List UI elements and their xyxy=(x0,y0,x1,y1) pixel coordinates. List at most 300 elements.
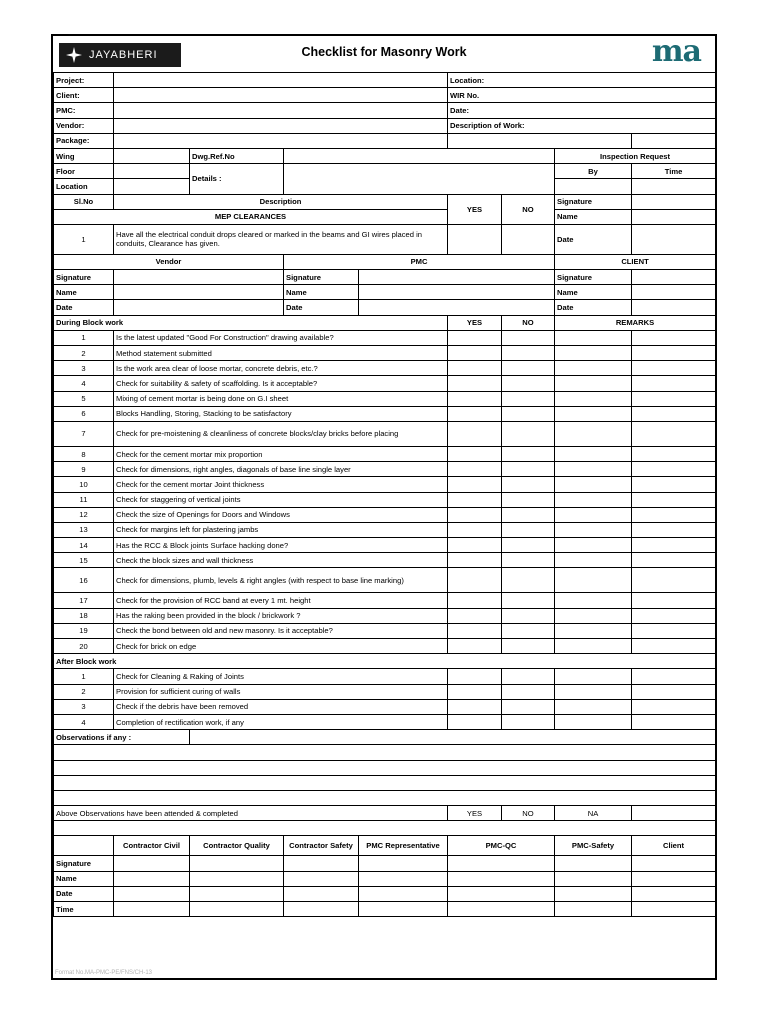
remarks-cell[interactable] xyxy=(632,477,716,492)
mep-item-text: Have all the electrical conduit drops cleared or marked in the beams and GI wires placed in conduits, Clearance has given. xyxy=(114,224,448,254)
yes-cell[interactable] xyxy=(448,522,502,537)
approval-cell[interactable] xyxy=(359,871,448,886)
remarks-cell[interactable] xyxy=(632,568,716,593)
floor-row xyxy=(54,164,716,179)
no-cell[interactable] xyxy=(502,361,555,376)
format-number: Format No.MA-PMC-PE/FNS/CH-13 xyxy=(55,970,153,976)
na-cell[interactable] xyxy=(555,462,632,477)
vendor-name-label: Name xyxy=(54,285,114,300)
approval-cell[interactable] xyxy=(359,886,448,901)
details-label: Details : xyxy=(190,164,284,194)
remarks-cell[interactable] xyxy=(632,492,716,507)
na-cell[interactable] xyxy=(555,361,632,376)
checklist-row xyxy=(54,477,716,492)
approval-col: PMC-Safety xyxy=(555,836,632,856)
remarks-cell[interactable] xyxy=(632,639,716,654)
no-cell[interactable] xyxy=(502,553,555,568)
item-description: Check for the cement mortar mix proportion xyxy=(114,446,448,461)
signoff-header-row xyxy=(54,254,716,269)
item-number: 15 xyxy=(54,553,114,568)
item-number: 2 xyxy=(54,684,114,699)
observation-line-cell[interactable] xyxy=(54,775,716,790)
no-cell[interactable] xyxy=(502,593,555,608)
no-cell[interactable] xyxy=(502,699,555,714)
approval-cell[interactable] xyxy=(448,902,555,917)
dwg-ref-value[interactable] xyxy=(284,148,555,163)
approvals-rows xyxy=(54,856,716,917)
remarks-cell[interactable] xyxy=(632,699,716,714)
checklist-row xyxy=(54,361,716,376)
no-cell[interactable] xyxy=(502,522,555,537)
mep-yes-label: YES xyxy=(448,194,502,224)
pmc-row xyxy=(54,103,716,118)
approval-row xyxy=(54,871,716,886)
approval-cell[interactable] xyxy=(359,902,448,917)
no-cell[interactable] xyxy=(502,446,555,461)
na-cell[interactable] xyxy=(555,639,632,654)
observation-line-cell[interactable] xyxy=(54,745,716,760)
approval-cell[interactable] xyxy=(190,856,284,871)
item-description: Check for dimensions, right angles, diagonals of base line single layer xyxy=(114,462,448,477)
vendor-value[interactable] xyxy=(114,118,448,133)
checklist-table xyxy=(53,72,716,917)
approval-row xyxy=(54,856,716,871)
approval-cell[interactable] xyxy=(448,871,555,886)
mep-signature-value[interactable] xyxy=(632,194,716,209)
item-number: 12 xyxy=(54,507,114,522)
item-number: 1 xyxy=(54,669,114,684)
approval-cell[interactable] xyxy=(284,902,359,917)
approval-col: Client xyxy=(632,836,716,856)
checklist-row xyxy=(54,391,716,406)
no-cell[interactable] xyxy=(502,492,555,507)
approval-cell[interactable] xyxy=(632,871,716,886)
na-cell[interactable] xyxy=(555,421,632,446)
approval-cell[interactable] xyxy=(632,856,716,871)
vendor-signoff-label: Vendor xyxy=(54,254,284,269)
checklist-row xyxy=(54,522,716,537)
checklist-row xyxy=(54,593,716,608)
location-label: Location: xyxy=(448,73,716,88)
yes-cell[interactable] xyxy=(448,553,502,568)
approval-col: Contractor Quality xyxy=(190,836,284,856)
item-number: 5 xyxy=(54,391,114,406)
yes-cell[interactable] xyxy=(448,714,502,729)
item-description: Check if the debris have been removed xyxy=(114,699,448,714)
na-cell[interactable] xyxy=(555,507,632,522)
item-description: Has the RCC & Block joints Surface hacking done? xyxy=(114,538,448,553)
remarks-cell[interactable] xyxy=(632,669,716,684)
checklist-row xyxy=(54,538,716,553)
approval-cell[interactable] xyxy=(448,856,555,871)
approval-cell[interactable] xyxy=(555,902,632,917)
mep-signature-label: Signature xyxy=(555,194,632,209)
yes-cell[interactable] xyxy=(448,699,502,714)
slno-label: Sl.No xyxy=(54,194,114,209)
item-number: 17 xyxy=(54,593,114,608)
client-signoff-label: CLIENT xyxy=(555,254,716,269)
approval-cell[interactable] xyxy=(190,902,284,917)
by-value[interactable] xyxy=(555,179,632,194)
attended-na-label[interactable]: NA xyxy=(555,806,632,821)
checklist-row xyxy=(54,406,716,421)
observation-line-cell[interactable] xyxy=(54,760,716,775)
na-cell[interactable] xyxy=(555,330,632,345)
item-description: Check for the provision of RCC band at every 1 mt. height xyxy=(114,593,448,608)
mep-no-cell[interactable] xyxy=(502,224,555,254)
na-cell[interactable] xyxy=(555,623,632,638)
item-number: 4 xyxy=(54,714,114,729)
item-number: 16 xyxy=(54,568,114,593)
time-value[interactable] xyxy=(632,179,716,194)
item-number: 6 xyxy=(54,406,114,421)
yes-cell[interactable] xyxy=(448,406,502,421)
checklist-row xyxy=(54,462,716,477)
approval-cell[interactable] xyxy=(555,871,632,886)
item-description: Check for staggering of vertical joints xyxy=(114,492,448,507)
pmc-name-value[interactable] xyxy=(359,285,555,300)
approval-cell[interactable] xyxy=(632,886,716,901)
item-number: 20 xyxy=(54,639,114,654)
spacer-row xyxy=(54,821,716,836)
item-description: Check the size of Openings for Doors and Windows xyxy=(114,507,448,522)
remarks-cell[interactable] xyxy=(632,446,716,461)
remarks-cell[interactable] xyxy=(632,608,716,623)
item-description: Mixing of cement mortar is being done on G.I sheet xyxy=(114,391,448,406)
remarks-cell[interactable] xyxy=(632,507,716,522)
mep-date-label: Date xyxy=(555,224,632,254)
item-number: 13 xyxy=(54,522,114,537)
wir-no-label: WIR No. xyxy=(448,88,716,103)
wing-value[interactable] xyxy=(114,148,190,163)
mep-header-row xyxy=(54,194,716,209)
yes-cell[interactable] xyxy=(448,361,502,376)
approval-cell[interactable] xyxy=(632,902,716,917)
yes-cell[interactable] xyxy=(448,507,502,522)
na-cell[interactable] xyxy=(555,446,632,461)
approvals-header-row xyxy=(54,836,716,856)
time-label: Time xyxy=(632,164,716,179)
yes-cell[interactable] xyxy=(448,639,502,654)
observations-value[interactable] xyxy=(190,730,716,745)
item-number: 18 xyxy=(54,608,114,623)
remarks-cell[interactable] xyxy=(632,406,716,421)
client-date-value[interactable] xyxy=(632,300,716,315)
vendor-signature-value[interactable] xyxy=(114,270,284,285)
remarks-cell[interactable] xyxy=(632,391,716,406)
package-label: Package: xyxy=(54,133,114,148)
project-value[interactable] xyxy=(114,73,448,88)
item-number: 11 xyxy=(54,492,114,507)
dwg-ref-label: Dwg.Ref.No xyxy=(190,148,284,163)
no-cell[interactable] xyxy=(502,639,555,654)
checklist-row xyxy=(54,507,716,522)
mep-clearances-label: MEP CLEARANCES xyxy=(54,209,448,224)
approval-cell[interactable] xyxy=(555,856,632,871)
description-extra[interactable] xyxy=(632,133,716,148)
item-description: Check for brick on edge xyxy=(114,639,448,654)
pmc-signoff-label: PMC xyxy=(284,254,555,269)
item-description: Blocks Handling, Storing, Stacking to be satisfactory xyxy=(114,406,448,421)
no-cell[interactable] xyxy=(502,346,555,361)
item-number: 2 xyxy=(54,346,114,361)
date-label: Date: xyxy=(448,103,716,118)
mep-item-row xyxy=(54,224,716,254)
vendor-name-value[interactable] xyxy=(114,285,284,300)
yes-cell[interactable] xyxy=(448,376,502,391)
checklist-row xyxy=(54,623,716,638)
attended-no-label[interactable]: NO xyxy=(502,806,555,821)
na-cell[interactable] xyxy=(555,608,632,623)
client-value[interactable] xyxy=(114,88,448,103)
yes-cell[interactable] xyxy=(448,669,502,684)
observation-line xyxy=(54,760,716,775)
remarks-cell[interactable] xyxy=(632,538,716,553)
mep-section-row xyxy=(54,209,716,224)
during-title: During Block work xyxy=(54,315,448,330)
na-cell[interactable] xyxy=(555,684,632,699)
item-number: 19 xyxy=(54,623,114,638)
observation-line-cell[interactable] xyxy=(54,790,716,805)
location-row-value[interactable] xyxy=(114,179,190,194)
approval-cell[interactable] xyxy=(114,902,190,917)
package-row xyxy=(54,133,716,148)
ma-brand-logo: ma xyxy=(651,34,701,69)
approval-cell[interactable] xyxy=(284,856,359,871)
na-cell[interactable] xyxy=(555,669,632,684)
approvals-corner xyxy=(54,836,114,856)
approval-col: Contractor Civil xyxy=(114,836,190,856)
na-cell[interactable] xyxy=(555,346,632,361)
yes-cell[interactable] xyxy=(448,346,502,361)
approval-cell[interactable] xyxy=(190,871,284,886)
mep-name-label: Name xyxy=(555,209,632,224)
approval-cell[interactable] xyxy=(114,871,190,886)
item-description: Check for pre-moistening & cleanliness of concrete blocks/clay bricks before placing xyxy=(114,421,448,446)
yes-cell[interactable] xyxy=(448,421,502,446)
vendor-row xyxy=(54,118,716,133)
yes-cell[interactable] xyxy=(448,568,502,593)
checklist-row xyxy=(54,492,716,507)
approval-row xyxy=(54,886,716,901)
pmc-value[interactable] xyxy=(114,103,448,118)
project-row xyxy=(54,73,716,88)
floor-value[interactable] xyxy=(114,164,190,179)
no-cell[interactable] xyxy=(502,714,555,729)
item-number: 10 xyxy=(54,477,114,492)
remarks-cell[interactable] xyxy=(632,330,716,345)
attended-yes-label[interactable]: YES xyxy=(448,806,502,821)
checklist-form xyxy=(51,34,717,980)
yes-cell[interactable] xyxy=(448,477,502,492)
mep-yes-cell[interactable] xyxy=(448,224,502,254)
remarks-cell[interactable] xyxy=(632,553,716,568)
checklist-row xyxy=(54,669,716,684)
checklist-row xyxy=(54,346,716,361)
signoff-name-row xyxy=(54,285,716,300)
description-of-work-label: Description of Work: xyxy=(448,118,716,133)
item-description: Is the latest updated "Good For Construction" drawing available? xyxy=(114,330,448,345)
approval-cell[interactable] xyxy=(555,886,632,901)
na-cell[interactable] xyxy=(555,376,632,391)
na-cell[interactable] xyxy=(555,538,632,553)
remarks-label: REMARKS xyxy=(555,315,716,330)
approval-col: PMC-QC xyxy=(448,836,555,856)
approval-cell[interactable] xyxy=(284,886,359,901)
remarks-cell[interactable] xyxy=(632,714,716,729)
yes-cell[interactable] xyxy=(448,684,502,699)
approval-cell[interactable] xyxy=(359,856,448,871)
description-label: Description xyxy=(114,194,448,209)
approval-row-label: Name xyxy=(54,871,114,886)
vendor-label: Vendor: xyxy=(54,118,114,133)
no-cell[interactable] xyxy=(502,507,555,522)
yes-cell[interactable] xyxy=(448,608,502,623)
item-description: Check the block sizes and wall thickness xyxy=(114,553,448,568)
after-header-row xyxy=(54,654,716,669)
no-cell[interactable] xyxy=(502,477,555,492)
yes-cell[interactable] xyxy=(448,623,502,638)
checklist-row xyxy=(54,553,716,568)
pmc-label: PMC: xyxy=(54,103,114,118)
approval-cell[interactable] xyxy=(114,856,190,871)
no-cell[interactable] xyxy=(502,684,555,699)
item-description: Check the bond between old and new masonry. Is it acceptable? xyxy=(114,623,448,638)
item-number: 3 xyxy=(54,361,114,376)
vendor-date-value[interactable] xyxy=(114,300,284,315)
during-header-row xyxy=(54,315,716,330)
remarks-cell[interactable] xyxy=(632,421,716,446)
after-items xyxy=(54,669,716,730)
no-cell[interactable] xyxy=(502,568,555,593)
after-title: After Block work xyxy=(54,654,716,669)
yes-cell[interactable] xyxy=(448,446,502,461)
na-cell[interactable] xyxy=(555,477,632,492)
pmc-signature-value[interactable] xyxy=(359,270,555,285)
no-cell[interactable] xyxy=(502,608,555,623)
na-cell[interactable] xyxy=(555,492,632,507)
client-date-label: Date xyxy=(555,300,632,315)
observations-label: Observations if any : xyxy=(54,730,190,745)
na-cell[interactable] xyxy=(555,522,632,537)
client-name-value[interactable] xyxy=(632,285,716,300)
mep-date-value[interactable] xyxy=(632,224,716,254)
no-cell[interactable] xyxy=(502,623,555,638)
approval-cell[interactable] xyxy=(114,886,190,901)
vendor-date-label: Date xyxy=(54,300,114,315)
na-cell[interactable] xyxy=(555,568,632,593)
pmc-date-label: Date xyxy=(284,300,359,315)
no-cell[interactable] xyxy=(502,538,555,553)
checklist-row xyxy=(54,330,716,345)
item-number: 4 xyxy=(54,376,114,391)
observations-row xyxy=(54,730,716,745)
checklist-row xyxy=(54,714,716,729)
by-label: By xyxy=(555,164,632,179)
approval-col: PMC Representative xyxy=(359,836,448,856)
checklist-row xyxy=(54,568,716,593)
na-cell[interactable] xyxy=(555,699,632,714)
attended-extra[interactable] xyxy=(632,806,716,821)
item-description: Check for the cement mortar Joint thickness xyxy=(114,477,448,492)
item-number: 7 xyxy=(54,421,114,446)
project-label: Project: xyxy=(54,73,114,88)
pmc-date-value[interactable] xyxy=(359,300,555,315)
remarks-cell[interactable] xyxy=(632,361,716,376)
item-number: 9 xyxy=(54,462,114,477)
yes-cell[interactable] xyxy=(448,391,502,406)
approval-cell[interactable] xyxy=(284,871,359,886)
remarks-cell[interactable] xyxy=(632,623,716,638)
no-cell[interactable] xyxy=(502,669,555,684)
yes-cell[interactable] xyxy=(448,330,502,345)
item-description: Is the work area clear of loose mortar, concrete debris, etc.? xyxy=(114,361,448,376)
signoff-date-row xyxy=(54,300,716,315)
na-cell[interactable] xyxy=(555,553,632,568)
package-value[interactable] xyxy=(114,133,448,148)
approval-row-label: Date xyxy=(54,886,114,901)
na-cell[interactable] xyxy=(555,406,632,421)
checklist-row xyxy=(54,446,716,461)
approval-cell[interactable] xyxy=(190,886,284,901)
item-description: Check for dimensions, plumb, levels & right angles (with respect to base line marking) xyxy=(114,568,448,593)
mep-item-no: 1 xyxy=(54,224,114,254)
remarks-cell[interactable] xyxy=(632,346,716,361)
no-cell[interactable] xyxy=(502,330,555,345)
wing-row xyxy=(54,148,716,163)
item-number: 1 xyxy=(54,330,114,345)
remarks-cell[interactable] xyxy=(632,462,716,477)
approval-cell[interactable] xyxy=(448,886,555,901)
description-of-work-value[interactable] xyxy=(448,133,632,148)
mep-name-value[interactable] xyxy=(632,209,716,224)
na-cell[interactable] xyxy=(555,593,632,608)
observation-line xyxy=(54,775,716,790)
inspection-request-label: Inspection Request xyxy=(555,148,716,163)
form-title: Checklist for Masonry Work xyxy=(301,45,467,59)
vendor-signature-label: Signature xyxy=(54,270,114,285)
remarks-cell[interactable] xyxy=(632,684,716,699)
pmc-signature-label: Signature xyxy=(284,270,359,285)
remarks-cell[interactable] xyxy=(632,593,716,608)
item-description: Has the raking been provided in the block / brickwork ? xyxy=(114,608,448,623)
during-no-label: NO xyxy=(502,315,555,330)
details-value[interactable] xyxy=(284,164,555,194)
checklist-row xyxy=(54,421,716,446)
no-cell[interactable] xyxy=(502,462,555,477)
wing-label: Wing xyxy=(54,148,114,163)
item-description: Check for suitability & safety of scaffolding. Is it acceptable? xyxy=(114,376,448,391)
remarks-cell[interactable] xyxy=(632,522,716,537)
remarks-cell[interactable] xyxy=(632,376,716,391)
yes-cell[interactable] xyxy=(448,538,502,553)
na-cell[interactable] xyxy=(555,391,632,406)
item-description: Check for margins left for plastering jambs xyxy=(114,522,448,537)
client-signature-value[interactable] xyxy=(632,270,716,285)
no-cell[interactable] xyxy=(502,391,555,406)
na-cell[interactable] xyxy=(555,714,632,729)
no-cell[interactable] xyxy=(502,421,555,446)
client-name-label: Name xyxy=(555,285,632,300)
yes-cell[interactable] xyxy=(448,462,502,477)
no-cell[interactable] xyxy=(502,406,555,421)
yes-cell[interactable] xyxy=(448,593,502,608)
observation-line xyxy=(54,745,716,760)
client-row xyxy=(54,88,716,103)
yes-cell[interactable] xyxy=(448,492,502,507)
no-cell[interactable] xyxy=(502,376,555,391)
approval-col: Contractor Safety xyxy=(284,836,359,856)
